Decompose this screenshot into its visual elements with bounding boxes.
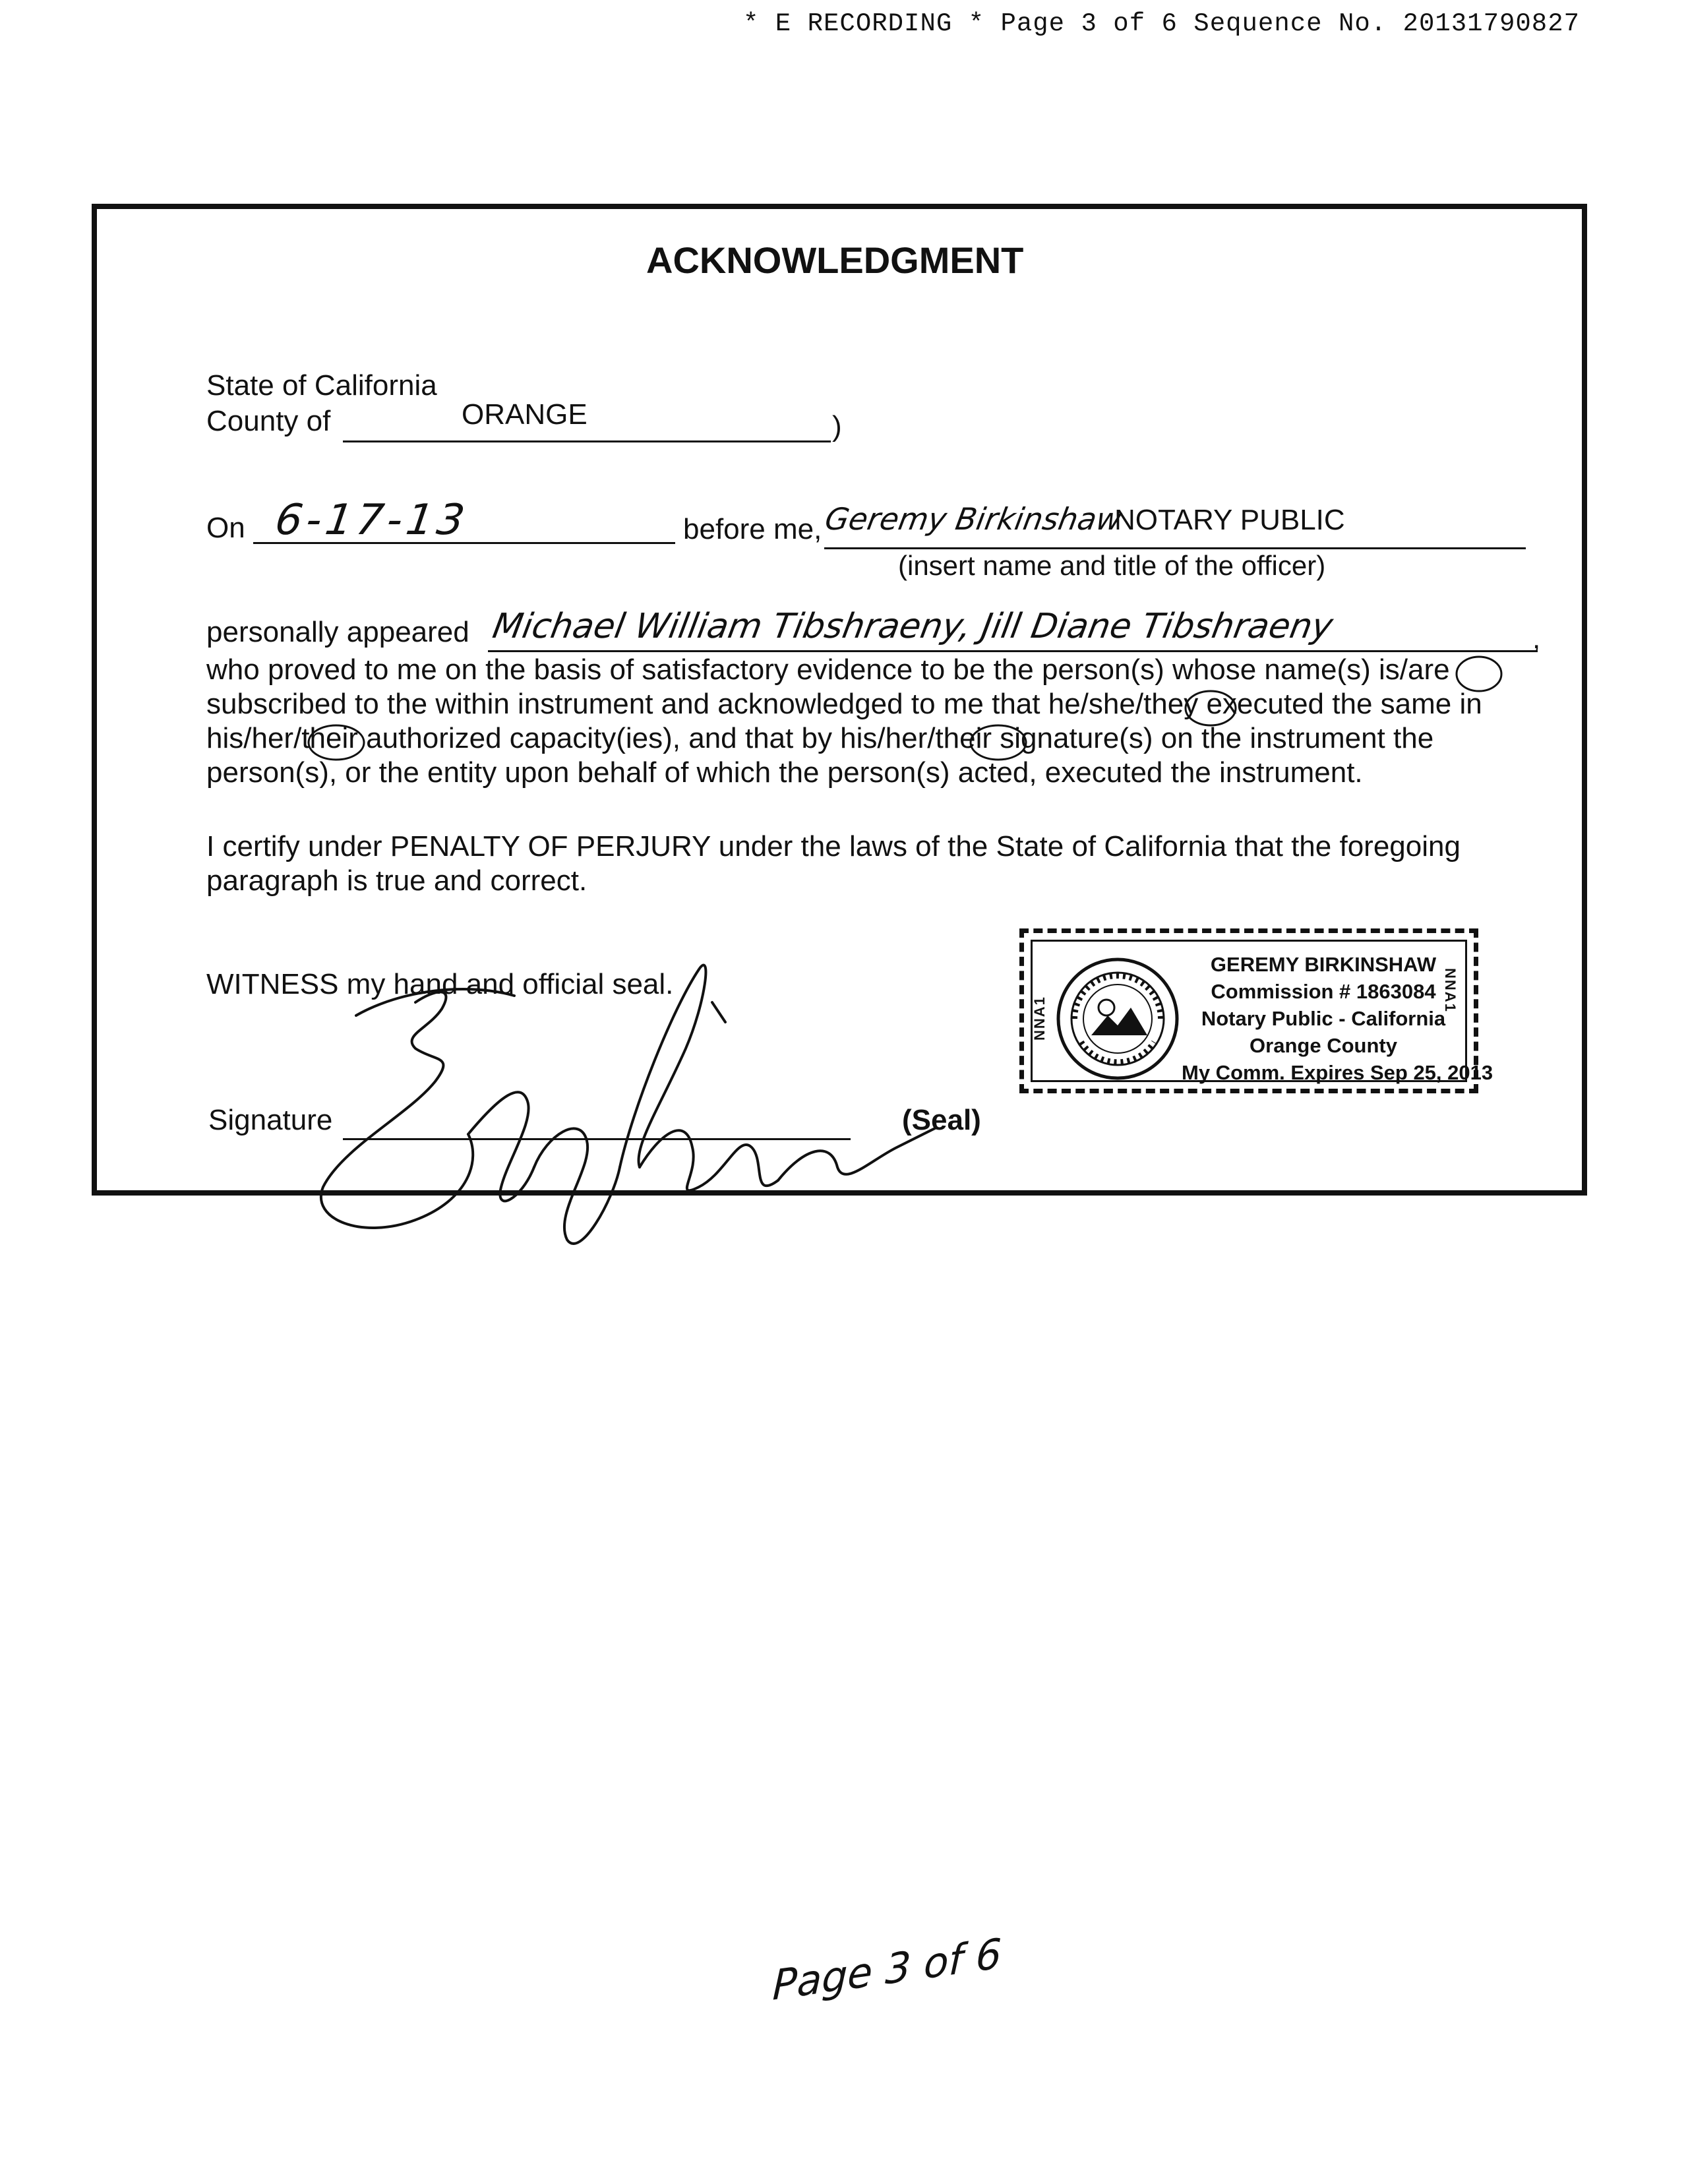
stamp-side-text-right: NNA1 (1442, 968, 1459, 1013)
signature-label: Signature (208, 1104, 333, 1136)
witness-line: WITNESS my hand and official seal. (206, 968, 674, 1000)
state-seal-icon (1055, 956, 1180, 1081)
paragraph-line: his/her/their authorized capacity(ies), and that by his/her/their signature(s) on the instrument the (206, 722, 1434, 754)
stamp-line: Commission # 1863084 (1211, 980, 1436, 1003)
recording-header: * E RECORDING * Page 3 of 6 Sequence No. 20131790827 (743, 9, 1580, 38)
stamp-inner-border (1031, 940, 1493, 1084)
stamp-text (1182, 951, 1493, 1086)
state-line: State of California (206, 369, 437, 402)
evidence-paragraph (206, 653, 1552, 790)
stamp-line: My Comm. Expires Sep 25, 2013 (1182, 1061, 1493, 1084)
paragraph-line: I certify under PENALTY OF PERJURY under the laws of the State of California that the foregoing (206, 830, 1461, 863)
seal-label: (Seal) (902, 1104, 981, 1136)
appeared-names-handwritten: Michael William Tibshraeny, Jill Diane Tibshraeny (489, 607, 1336, 646)
form-title: ACKNOWLEDGMENT (646, 239, 1024, 281)
stamp-side-text-left: NNA1 (1031, 996, 1048, 1041)
appeared-underline (488, 650, 1538, 652)
officer-title: NOTARY PUBLIC (1114, 504, 1345, 536)
stamp-line: Notary Public - California (1201, 1007, 1446, 1030)
paragraph-line: person(s), or the entity upon behalf of which the person(s) acted, executed the instrument. (206, 756, 1363, 789)
officer-underline (824, 547, 1526, 549)
officer-name-handwritten: Geremy Birkinshaw (822, 501, 1125, 537)
county-label: County of (206, 405, 331, 437)
personally-appeared-label: personally appeared (206, 616, 469, 648)
officer-caption: (insert name and title of the officer) (898, 550, 1326, 581)
handwritten-signature (303, 950, 936, 1253)
county-value: ORANGE (462, 398, 588, 431)
before-me-label: before me, (683, 513, 822, 545)
appeared-comma: , (1532, 622, 1541, 655)
date-underline (253, 542, 675, 544)
on-label: On (206, 512, 245, 544)
paragraph-line: who proved to me on the basis of satisfactory evidence to be the person(s) whose name(s) is/are (206, 653, 1450, 686)
county-underline (343, 440, 831, 442)
stamp-line: Orange County (1250, 1034, 1397, 1057)
paragraph-line: paragraph is true and correct. (206, 864, 588, 897)
notary-stamp (1019, 928, 1493, 1093)
perjury-paragraph (206, 830, 1552, 898)
stamp-line: GEREMY BIRKINSHAW (1210, 953, 1437, 976)
page-note-handwritten: Page 3 of 6 (771, 1929, 1003, 2010)
county-close-paren: ) (832, 410, 842, 442)
paragraph-line: subscribed to the within instrument and acknowledged to me that he/she/they executed the same in (206, 688, 1482, 720)
date-handwritten: 6-17-13 (272, 496, 471, 545)
